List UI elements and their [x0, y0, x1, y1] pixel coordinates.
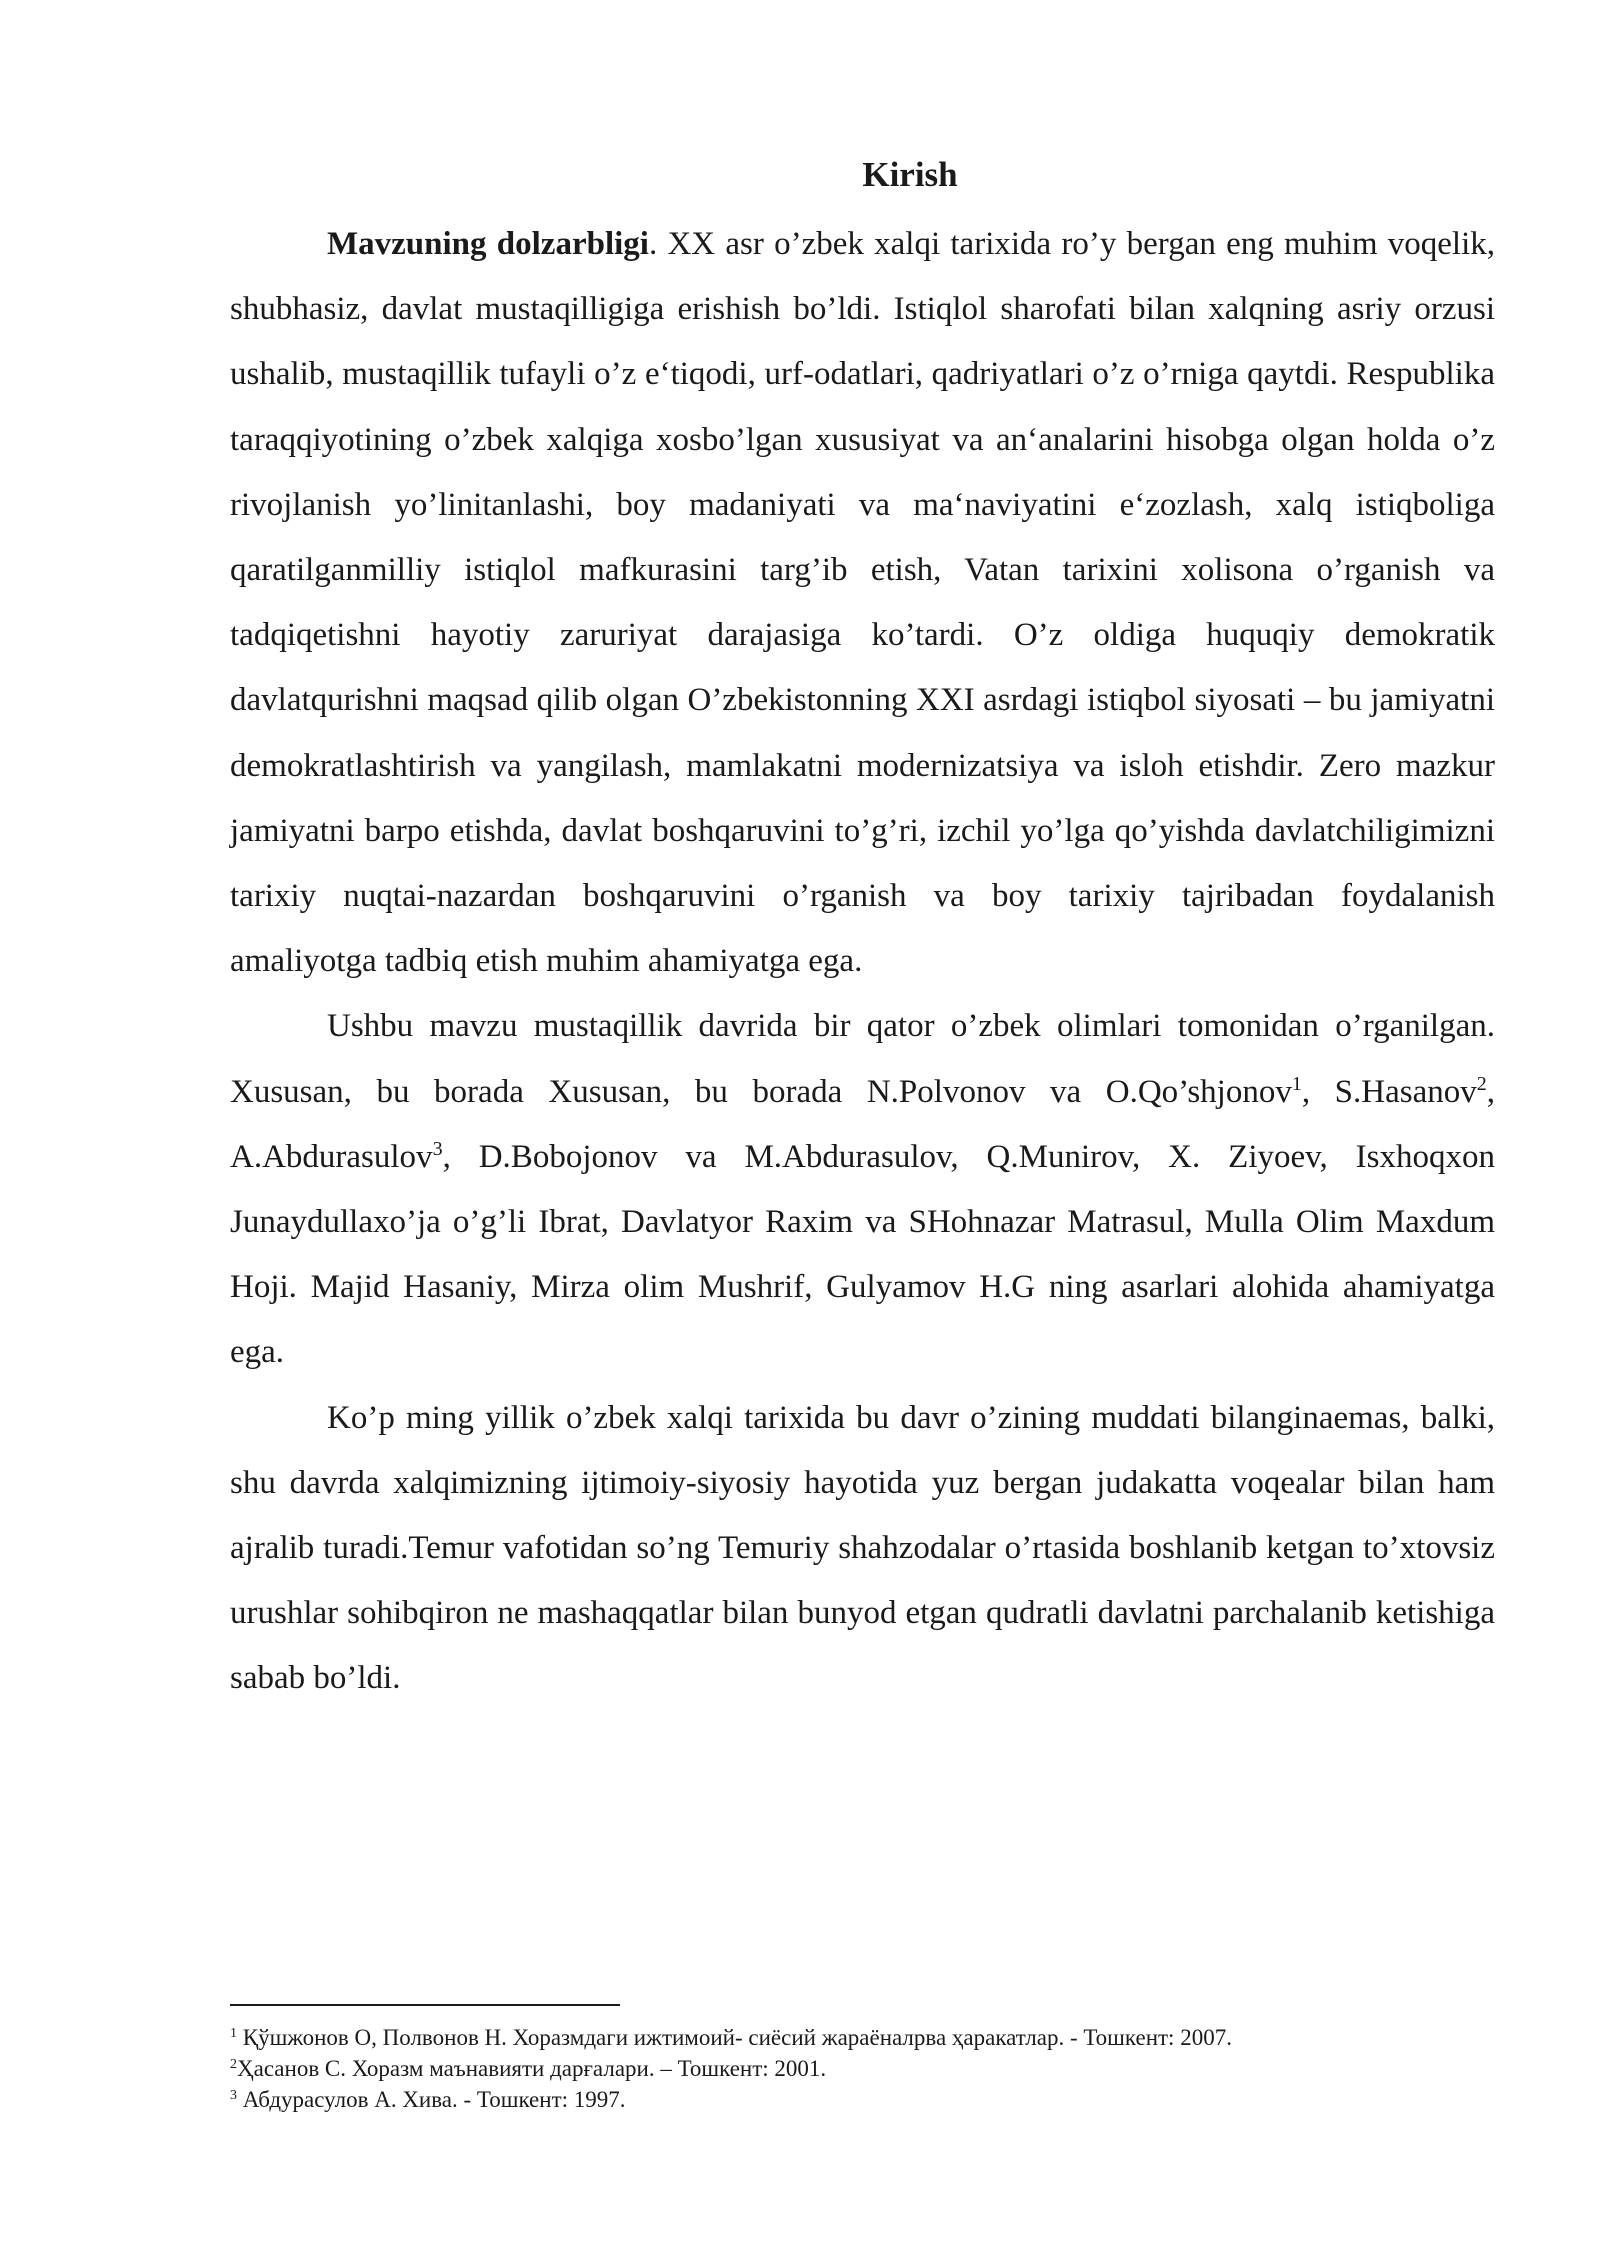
- paragraph-relevance: [230, 212, 1495, 994]
- footnote-separator: [230, 2004, 620, 2006]
- literature-text-1: Ushbu mavzu mustaqillik davrida bir qator o’zbek olimlari tomonidan o’rganilgan. Xususan, bu borada Xususan, bu borada N.Polvonov va O.Qo’shjonov: [230, 1008, 1495, 1110]
- footnote-ref-3[interactable]: 3: [432, 1137, 443, 1160]
- history-text: Ko’p ming yillik o’zbek xalqi tarixida bu davr o’zining muddati bilanginaemas, balki, shu davrda xalqimizning ijtimoiy-siyosiy hayotida yuz bergan judakatta voqealar bilan ham ajralib turadi.Temur vafotidan so’ng Temuriy shahzodalar o’rtasida boshlanib ketgan to’xtovsiz urushlar sohibqiron ne mashaqqatlar bilan bunyod etgan qudratli davlatni parchalanib ketishiga sabab bo’ldi.: [230, 1399, 1495, 1697]
- literature-text-2: , S.Hasanov: [1301, 1073, 1477, 1110]
- body-text: [230, 212, 1495, 1712]
- footnote-1: [230, 2022, 1495, 2053]
- page-title: Kirish: [862, 155, 958, 194]
- relevance-text: . XX asr o’zbek xalqi tarixida ro’y bergan eng muhim voqelik, shubhasiz, davlat mustaqilligiga erishish bo’ldi. Istiqlol sharofati bilan xalqning asriy orzusi ushalib, mustaqillik tufayli o’z e‘tiqodi, urf-odatlari, qadriyatlari o’z o’rniga qaytdi. Respublika taraqqiyotining o’zbek xalqiga xosbo’lgan xususiyat va an‘analarini hisobga olgan holda o’z rivojlanish yo’linitanlashi, boy madaniyati va ma‘naviyatini e‘zozlash, xalq istiqboliga qaratilganmilliy istiqlol mafkurasini targ’ib etish, Vatan tarixini xolisona o’rganish va tadqiqetishni hayotiy zaruriyat darajasiga ko’tardi. O’z oldiga huquqiy demokratik davlatqurishni maqsad qilib olgan O’zbekistonning XXI asrdagi istiqbol siyosati – bu jamiyatni demokratlashtirish va yangilash, mamlakatni modernizatsiya va isloh etishdir. Zero mazkur jamiyatni barpo etishda, davlat boshqaruvini to’g’ri, izchil yo’lga qo’yishda davlatchiligimizni tarixiy nuqtai-nazardan boshqaruvini o’rganish va boy tarixiy tajribadan foydalanish amaliyotga tadbiq etish muhim ahamiyatga ega.: [230, 226, 1495, 980]
- relevance-heading: Mavzuning dolzarbligi: [327, 226, 649, 262]
- footnotes: [230, 2022, 1495, 2115]
- footnote-mark: 3: [230, 2088, 237, 2103]
- literature-text-4: , D.Bobojonov va M.Abdurasulov, Q.Munirov, X. Ziyoev, Isxhoqxon Junaydullaxo’ja o’g’li Ibrat, Davlatyor Raxim va SHohnazar Matrasul, Mulla Olim Maxdum Hoji. Majid Hasaniy, Mirza olim Mushrif, Gulyamov H.G ning asarlari alohida ahamiyatga ega.: [230, 1138, 1495, 1371]
- footnote-2: [230, 2053, 1495, 2084]
- footnote-3: [230, 2084, 1495, 2115]
- footnote-text: Қўшжонов О, Полвонов Н. Хоразмдаги ижтимоий- сиёсий жараёналрва ҳаракатлар. - Тошкент: 2007.: [237, 2025, 1232, 2050]
- paragraph-literature: [230, 994, 1495, 1385]
- footnote-text: Ҳасанов С. Хоразм маънавияти дарғалари. – Тошкент: 2001.: [237, 2056, 827, 2081]
- footnote-mark: 1: [230, 2026, 237, 2041]
- footnote-ref-2[interactable]: 2: [1476, 1072, 1487, 1095]
- footnote-ref-1[interactable]: 1: [1291, 1072, 1302, 1095]
- literature-text-3: , A.Abdurasulov: [230, 1073, 1495, 1175]
- footnote-mark: 2: [230, 2057, 237, 2072]
- footnote-text: Абдурасулов А. Хива. - Тошкент: 1997.: [237, 2087, 626, 2112]
- paragraph-history: [230, 1386, 1495, 1712]
